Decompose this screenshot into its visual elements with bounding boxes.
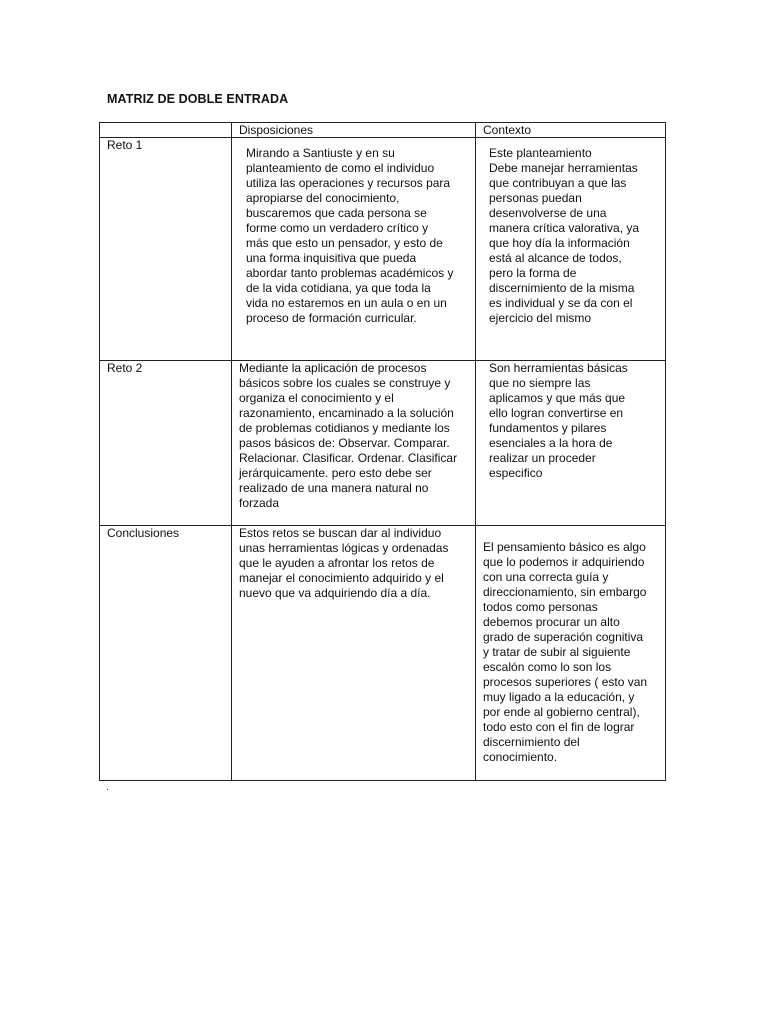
cell-text: El pensamiento básico es algo que lo podemos ir adquiriendo con una correcta guía y direccionamiento, sin embargo todos como personas debemos procurar un alto grado de superación cognitiva y tratar de subir al siguiente escalón como lo son los procesos superiores ( esto van muy ligado a la educación, y por ende al gobierno central), todo esto con el fin de lograr discernimiento del conocimiento. [483,540,648,764]
table-row-reto-1 [100,138,666,361]
header-corner-cell [100,123,232,138]
row-label-text: Reto 2 [107,361,143,375]
row-label-reto-1 [100,138,232,361]
cell-text: Este planteamiento Debe manejar herramientas que contribuyan a que las personas puedan desenvolverse de una manera crítica valorativa, ya que hoy día la información está al alcance de todos, pero la forma de discernimiento de la misma es individual y se da con el ejercicio del mismo [489,146,640,325]
row-label-reto-2 [100,361,232,526]
header-disposiciones: Disposiciones [232,123,476,138]
table-row-conclusiones [100,526,666,781]
end-mark: . [106,782,109,793]
table-row-reto-2 [100,361,666,526]
cell-disposiciones-reto-1 [232,138,476,361]
cell-contexto-reto-1 [476,138,666,361]
row-label-conclusiones [100,526,232,781]
cell-text: Mediante la aplicación de procesos básicos sobre los cuales se construye y organiza el conocimiento y el razonamiento, encaminado a la solución de problemas cotidianos y mediante los pasos básicos de: Observar. Comparar. Relacionar. Clasificar. Ordenar. Clasificar jerárquicamente. pero esto debe ser realizado de una manera natural no forzada [239,361,458,510]
cell-disposiciones-conclusiones [232,526,476,781]
cell-contexto-reto-2 [476,361,666,526]
cell-text: Mirando a Santiuste y en su planteamiento de como el individuo utiliza las operaciones y recursos para apropiarse del conocimiento, buscaremos que cada persona se forme como un verdadero crítico y más que esto un pensador, y esto de una forma inquisitiva que pueda abordar tanto problemas académicos y de la vida cotidiana, ya que toda la vida no estaremos en un aula o en un proceso de formación curricular. [246,146,454,325]
cell-text: Son herramientas básicas que no siempre las aplicamos y que más que ello logran convertirse en fundamentos y pilares esenciales a la hora de realizar un proceder especifico [489,361,628,480]
cell-disposiciones-reto-2 [232,361,476,526]
double-entry-matrix [99,122,666,781]
cell-text: Estos retos se buscan dar al individuo unas herramientas lógicas y ordenadas que le ayuden a afrontar los retos de manejar el conocimiento adquirido y el nuevo que va adquiriendo día a día. [239,526,449,600]
cell-contexto-conclusiones [476,526,666,781]
header-row [100,123,666,138]
header-contexto: Contexto [476,123,666,138]
row-label-text: Reto 1 [107,138,143,152]
row-label-text: Conclusiones [107,526,180,540]
document-title: MATRIZ DE DOBLE ENTRADA [107,92,289,106]
